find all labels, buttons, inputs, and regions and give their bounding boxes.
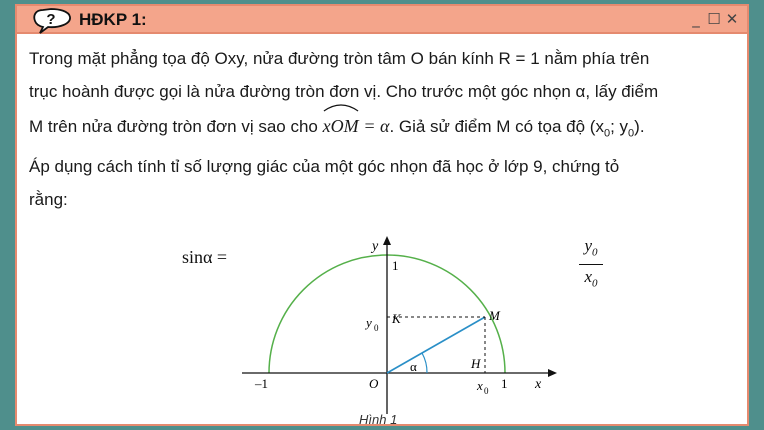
minimize-button[interactable]: _ [692,10,700,28]
subscript-x0: 0 [603,127,611,140]
label-alpha: α [410,359,417,374]
text-line-5: rằng: [29,190,68,210]
fraction-denominator: $x_0$ [584,267,598,290]
text-line-3-post: . Giả sử điểm M có tọa độ (x [389,117,604,136]
label-one-top: 1 [392,258,399,273]
text-line-4: Áp dụng cách tính tỉ số lượng giác của một góc nhọn đã học ở lớp 9, chứng tỏ [29,157,620,177]
angle-equals-alpha: = α [363,116,390,136]
label-minus-one: –1 [255,376,268,391]
subscript-y0: 0 [628,127,635,140]
title-bar [17,6,747,34]
label-k: K [392,311,401,326]
text-line-3 [29,108,741,150]
window-controls [689,11,739,27]
sin-formula: sinα = [182,247,228,267]
label-x-axis: x [535,377,542,392]
text-line-2: trục hoành được gọi là nửa đường tròn đơn vị. Cho trước một góc nhọn α, lấy điểm [29,82,659,101]
label-m: M [489,308,500,323]
fraction-numerator: $y_0$ [584,236,598,259]
question-bubble-icon [29,6,77,36]
y-axis-arrow-icon [383,236,391,245]
angle-label: xOM [322,116,359,136]
label-y0-sub: 0 [374,323,379,333]
label-h: H [471,356,481,371]
text-line-3-mid: ; y [610,117,629,136]
svg-text:?: ? [46,11,56,28]
text-line-1: Trong mặt phẳng tọa độ Oxy, nửa đường tròn tâm O bán kính R = 1 nằm phía trên [29,49,650,68]
arc-hat-icon [323,102,359,112]
close-button[interactable]: ✕ [725,10,739,28]
activity-window [15,4,749,426]
maximize-button[interactable]: ☐ [707,10,721,28]
label-y-axis: y [372,239,379,254]
angle-xom [323,108,359,143]
label-origin: O [369,376,379,391]
figure-caption: Hình 1 [359,412,398,427]
unit-semicircle-figure [167,228,607,428]
x-axis-arrow-icon [548,369,557,377]
label-y0: y [366,315,372,330]
text-line-3-end: ). [634,117,645,136]
label-x0-sub: 0 [484,386,489,396]
label-x0: x [477,378,483,393]
text-line-3-pre: M trên nửa đường tròn đơn vị sao cho [29,117,318,136]
window-title: HĐKP 1: [79,10,147,29]
alpha-arc [422,353,427,373]
activity-text [29,42,741,216]
label-one-right: 1 [501,376,508,391]
